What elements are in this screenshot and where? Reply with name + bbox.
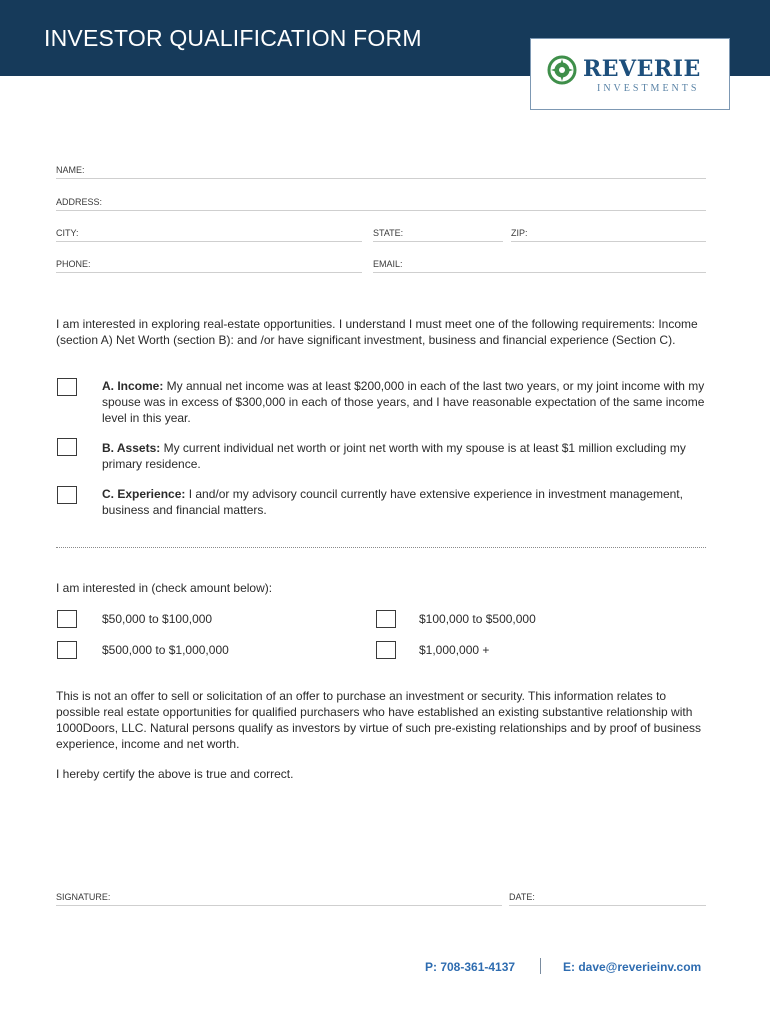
name-label: NAME: — [56, 165, 85, 175]
date-field[interactable] — [509, 891, 706, 906]
amount-100k-500k-label: $100,000 to $500,000 — [419, 612, 536, 626]
disclaimer-text: This is not an offer to sell or solicitation of an offer to purchase an investment or security. This information relates to possible real estate opportunities for qualified purchasers who have established an existing substantive relationship with 1000Doors, LLC. Natural persons qualify as investors by virtue of such pre-existing relationships and by proof of business experience, income and net worth. — [56, 689, 702, 751]
amount-500k-1m-checkbox[interactable] — [57, 641, 77, 659]
footer-email[interactable]: E: dave@reverieinv.com — [563, 960, 702, 974]
amount-500k-1m-label: $500,000 to $1,000,000 — [102, 643, 229, 657]
section-divider — [56, 547, 706, 548]
assets-checkbox[interactable] — [57, 438, 77, 456]
name-field[interactable] — [56, 164, 706, 179]
requirement-experience-label: C. Experience: — [102, 487, 186, 501]
requirement-income — [102, 378, 708, 426]
logo-name: REVERIE — [583, 56, 701, 82]
amount-1m-plus-label: $1,000,000 + — [419, 643, 490, 657]
signature-label: SIGNATURE: — [56, 892, 111, 902]
requirement-assets-text: My current individual net worth or joint net worth with my spouse is at least $1 million excluding my primary residence. — [102, 441, 686, 471]
income-checkbox[interactable] — [57, 378, 77, 396]
state-label: STATE: — [373, 228, 404, 238]
footer-phone[interactable]: P: 708-361-4137 — [425, 960, 516, 974]
certify-text: I hereby certify the above is true and correct. — [56, 767, 294, 781]
requirement-income-text: My annual net income was at least $200,000 in each of the last two years, or my joint income with my spouse was in excess of $300,000 in each of those years, and I have reasonable expectation of the same income level in this year. — [102, 379, 705, 425]
date-label: DATE: — [509, 892, 535, 902]
reverie-logo-icon — [547, 55, 577, 85]
logo-subtitle: INVESTMENTS — [597, 83, 700, 94]
requirement-assets-label: B. Assets: — [102, 441, 161, 455]
requirement-experience — [102, 486, 708, 518]
zip-label: ZIP: — [511, 228, 528, 238]
amount-50k-100k-label: $50,000 to $100,000 — [102, 612, 213, 626]
company-logo — [530, 38, 730, 110]
requirement-income-label: A. Income: — [102, 379, 164, 393]
city-field[interactable] — [56, 227, 362, 242]
signature-field[interactable] — [56, 891, 502, 906]
requirement-experience-text: I and/or my advisory council currently have extensive experience in investment management, business and financial matters. — [102, 487, 683, 517]
requirement-assets — [102, 440, 708, 472]
amount-1m-plus-checkbox[interactable] — [376, 641, 396, 659]
amount-50k-100k-checkbox[interactable] — [57, 610, 77, 628]
email-field[interactable] — [373, 258, 706, 273]
city-label: CITY: — [56, 228, 79, 238]
state-field[interactable] — [373, 227, 503, 242]
page-title: INVESTOR QUALIFICATION FORM — [44, 25, 422, 51]
email-label: EMAIL: — [373, 259, 403, 269]
phone-field[interactable] — [56, 258, 362, 273]
footer-separator — [540, 958, 541, 974]
address-label: ADDRESS: — [56, 197, 103, 207]
address-field[interactable] — [56, 196, 706, 211]
phone-label: PHONE: — [56, 259, 91, 269]
intro-text: I am interested in exploring real-estate opportunities. I understand I must meet one of the following requirements: Income (section A) Net Worth (section B): and /or have significant investment, business and financial experience (Section C). — [56, 317, 698, 347]
amount-prompt: I am interested in (check amount below): — [56, 581, 273, 595]
experience-checkbox[interactable] — [57, 486, 77, 504]
zip-field[interactable] — [511, 227, 706, 242]
amount-100k-500k-checkbox[interactable] — [376, 610, 396, 628]
